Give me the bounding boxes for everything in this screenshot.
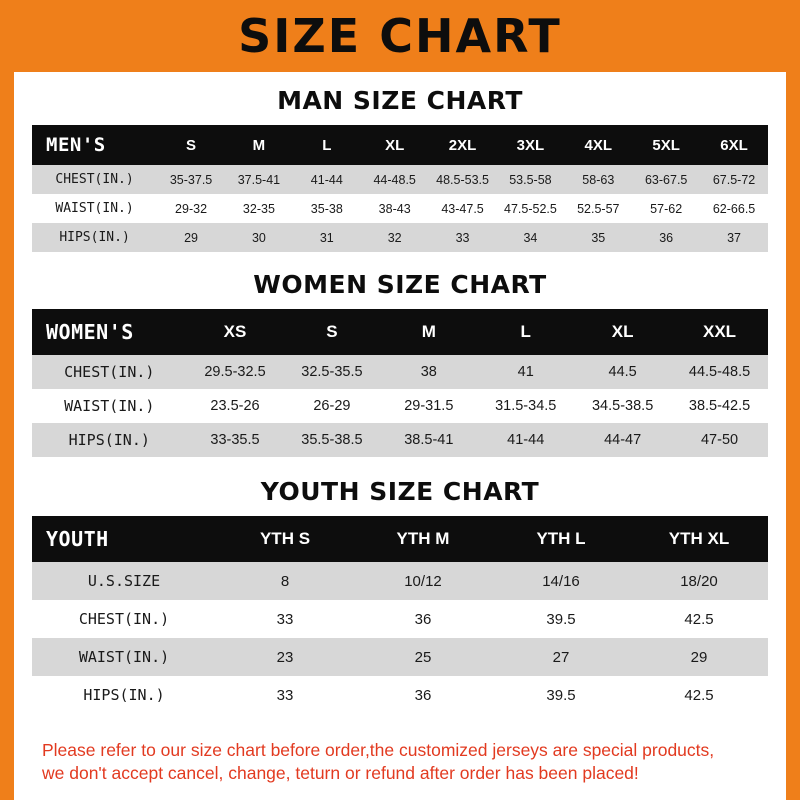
women-size-table <box>32 309 768 457</box>
cell: 33 <box>429 223 497 252</box>
disclaimer-line-1: Please refer to our size chart before order,the customized jerseys are special products, <box>42 739 715 760</box>
cell: 38 <box>380 355 477 389</box>
women-section-title: WOMEN SIZE CHART <box>253 270 547 299</box>
cell: 36 <box>354 676 492 714</box>
cell: 44-48.5 <box>361 165 429 194</box>
cell: 38.5-41 <box>380 423 477 457</box>
women-header-cell: XL <box>574 309 671 355</box>
cell: 37 <box>700 223 768 252</box>
man-header-cell: 4XL <box>564 125 632 165</box>
man-header-cell: 6XL <box>700 125 768 165</box>
cell: 29.5-32.5 <box>187 355 284 389</box>
row-label: U.S.SIZE <box>32 562 216 600</box>
cell: 58-63 <box>564 165 632 194</box>
cell: 34.5-38.5 <box>574 389 671 423</box>
cell: 34 <box>496 223 564 252</box>
row-label: WAIST(IN.) <box>32 638 216 676</box>
cell: 25 <box>354 638 492 676</box>
cell: 23 <box>216 638 354 676</box>
cell: 18/20 <box>630 562 768 600</box>
cell: 33-35.5 <box>187 423 284 457</box>
cell: 36 <box>354 600 492 638</box>
cell: 44.5 <box>574 355 671 389</box>
youth-header-cell: YTH M <box>354 516 492 562</box>
cell: 31.5-34.5 <box>477 389 574 423</box>
table-header-row <box>32 516 768 562</box>
cell: 43-47.5 <box>429 194 497 223</box>
table-row <box>32 389 768 423</box>
cell: 67.5-72 <box>700 165 768 194</box>
row-label: CHEST(IN.) <box>32 165 157 194</box>
man-section-title: MAN SIZE CHART <box>277 86 523 115</box>
cell: 29-32 <box>157 194 225 223</box>
cell: 32.5-35.5 <box>283 355 380 389</box>
cell: 29-31.5 <box>380 389 477 423</box>
man-size-table <box>32 125 768 252</box>
cell: 47.5-52.5 <box>496 194 564 223</box>
table-header-row <box>32 125 768 165</box>
cell: 38-43 <box>361 194 429 223</box>
row-label: HIPS(IN.) <box>32 676 216 714</box>
youth-header-cell: YTH L <box>492 516 630 562</box>
disclaimer-note <box>32 729 768 800</box>
cell: 36 <box>632 223 700 252</box>
women-header-label: WOMEN'S <box>32 309 187 355</box>
youth-header-cell: YTH XL <box>630 516 768 562</box>
cell: 42.5 <box>630 676 768 714</box>
row-label: HIPS(IN.) <box>32 423 187 457</box>
table-row <box>32 355 768 389</box>
women-header-cell: M <box>380 309 477 355</box>
women-header-cell: XXL <box>671 309 768 355</box>
cell: 31 <box>293 223 361 252</box>
table-row <box>32 223 768 252</box>
row-label: HIPS(IN.) <box>32 223 157 252</box>
cell: 48.5-53.5 <box>429 165 497 194</box>
cell: 23.5-26 <box>187 389 284 423</box>
man-header-cell: S <box>157 125 225 165</box>
cell: 33 <box>216 676 354 714</box>
cell: 53.5-58 <box>496 165 564 194</box>
disclaimer-line-2: we don't accept cancel, change, teturn or refund after order has been placed! <box>42 763 639 784</box>
table-row <box>32 165 768 194</box>
cell: 37.5-41 <box>225 165 293 194</box>
cell: 26-29 <box>283 389 380 423</box>
man-header-cell: 2XL <box>429 125 497 165</box>
table-row <box>32 676 768 714</box>
cell: 44-47 <box>574 423 671 457</box>
row-label: WAIST(IN.) <box>32 194 157 223</box>
cell: 29 <box>157 223 225 252</box>
banner <box>0 0 800 72</box>
cell: 57-62 <box>632 194 700 223</box>
page-title: SIZE CHART <box>238 9 562 63</box>
cell: 10/12 <box>354 562 492 600</box>
man-header-cell: 5XL <box>632 125 700 165</box>
row-label: CHEST(IN.) <box>32 355 187 389</box>
man-header-label: MEN'S <box>32 125 157 165</box>
cell: 14/16 <box>492 562 630 600</box>
cell: 44.5-48.5 <box>671 355 768 389</box>
cell: 41-44 <box>293 165 361 194</box>
youth-section-title: YOUTH SIZE CHART <box>260 477 540 506</box>
cell: 62-66.5 <box>700 194 768 223</box>
cell: 27 <box>492 638 630 676</box>
man-header-cell: XL <box>361 125 429 165</box>
table-header-row <box>32 309 768 355</box>
table-row <box>32 194 768 223</box>
cell: 41 <box>477 355 574 389</box>
cell: 35-38 <box>293 194 361 223</box>
cell: 32-35 <box>225 194 293 223</box>
women-header-cell: L <box>477 309 574 355</box>
cell: 38.5-42.5 <box>671 389 768 423</box>
women-header-cell: S <box>283 309 380 355</box>
cell: 42.5 <box>630 600 768 638</box>
cell: 35-37.5 <box>157 165 225 194</box>
man-header-cell: L <box>293 125 361 165</box>
cell: 41-44 <box>477 423 574 457</box>
cell: 8 <box>216 562 354 600</box>
table-row <box>32 423 768 457</box>
cell: 47-50 <box>671 423 768 457</box>
row-label: CHEST(IN.) <box>32 600 216 638</box>
youth-size-table <box>32 516 768 714</box>
cell: 39.5 <box>492 600 630 638</box>
cell: 32 <box>361 223 429 252</box>
cell: 35 <box>564 223 632 252</box>
youth-header-cell: YTH S <box>216 516 354 562</box>
youth-header-label: YOUTH <box>32 516 216 562</box>
cell: 35.5-38.5 <box>283 423 380 457</box>
cell: 33 <box>216 600 354 638</box>
cell: 39.5 <box>492 676 630 714</box>
cell: 30 <box>225 223 293 252</box>
cell: 52.5-57 <box>564 194 632 223</box>
cell: 29 <box>630 638 768 676</box>
table-row <box>32 638 768 676</box>
table-row <box>32 600 768 638</box>
women-header-cell: XS <box>187 309 284 355</box>
man-header-cell: M <box>225 125 293 165</box>
content <box>14 72 786 800</box>
man-header-cell: 3XL <box>496 125 564 165</box>
row-label: WAIST(IN.) <box>32 389 187 423</box>
table-row <box>32 562 768 600</box>
cell: 63-67.5 <box>632 165 700 194</box>
